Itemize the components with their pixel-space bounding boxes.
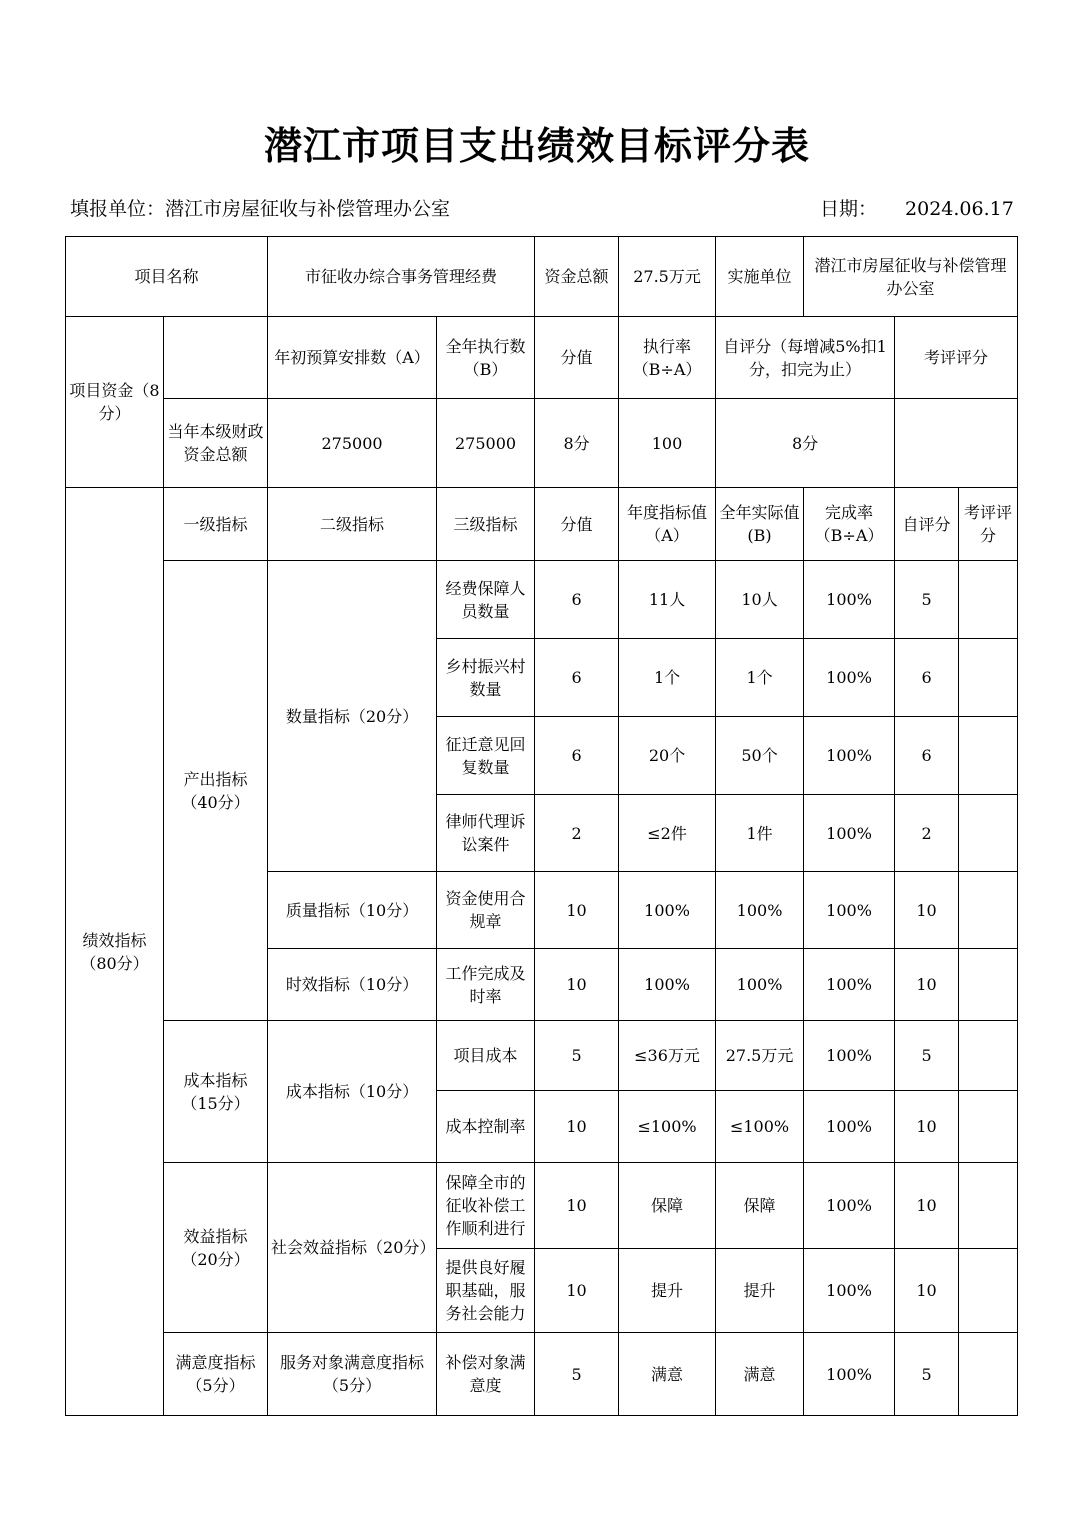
indicator-actual: 100% [716, 949, 804, 1021]
h-score: 分值 [535, 488, 619, 561]
unit-value: 潜江市房屋征收与补偿管理办公室 [804, 237, 1018, 317]
project-name-value: 市征收办综合事务管理经费 [268, 237, 535, 317]
col-budget: 年初预算安排数（A） [268, 317, 437, 399]
indicator-self: 2 [895, 795, 959, 872]
indicator-rate: 100% [804, 872, 895, 949]
indicator-score: 10 [535, 872, 619, 949]
indicator-target: 满意 [619, 1333, 716, 1416]
project-name-label: 项目名称 [66, 237, 268, 317]
indicator-self: 5 [895, 1021, 959, 1091]
h-self: 自评分 [895, 488, 959, 561]
indicator-review [959, 949, 1018, 1021]
indicator-actual: 提升 [716, 1249, 804, 1333]
indicator-name: 律师代理诉讼案件 [437, 795, 535, 872]
indicator-rate: 100% [804, 561, 895, 639]
indicator-score: 6 [535, 639, 619, 717]
indicator-score: 2 [535, 795, 619, 872]
col-self: 自评分（每增减5%扣1分，扣完为止） [716, 317, 895, 399]
indicator-self: 10 [895, 872, 959, 949]
total-label: 资金总额 [535, 237, 619, 317]
indicator-name: 工作完成及时率 [437, 949, 535, 1021]
indicator-rate: 100% [804, 717, 895, 795]
date-label: 日期： [820, 198, 878, 220]
perf-header-row [66, 488, 1018, 561]
indicator-actual: 27.5万元 [716, 1021, 804, 1091]
indicator-name: 项目成本 [437, 1021, 535, 1091]
project-row [66, 237, 1018, 317]
h-rate: 完成率（B÷A） [804, 488, 895, 561]
indicator-name: 乡村振兴村数量 [437, 639, 535, 717]
indicator-name: 资金使用合规章 [437, 872, 535, 949]
h-level1: 一级指标 [164, 488, 268, 561]
h-target: 年度指标值（A） [619, 488, 716, 561]
table-row [66, 1333, 1018, 1416]
table-row [66, 561, 1018, 639]
funds-section-label: 项目资金（8分） [66, 317, 164, 488]
indicator-actual: 1个 [716, 639, 804, 717]
table-row [66, 1163, 1018, 1249]
indicator-actual: 保障 [716, 1163, 804, 1249]
funds-score: 8分 [535, 399, 619, 488]
indicator-name: 保障全市的征收补偿工作顺利进行 [437, 1163, 535, 1249]
funds-header-row [66, 317, 1018, 399]
col-review: 考评评分 [895, 317, 1018, 399]
indicator-review [959, 795, 1018, 872]
indicator-self: 5 [895, 561, 959, 639]
indicator-self: 6 [895, 639, 959, 717]
indicator-target: ≤36万元 [619, 1021, 716, 1091]
indicator-actual: 100% [716, 872, 804, 949]
group-satisfaction: 满意度指标（5分） [164, 1333, 268, 1416]
indicator-review [959, 1249, 1018, 1333]
total-value: 27.5万元 [619, 237, 716, 317]
subgroup-timeliness: 时效指标（10分） [268, 949, 437, 1021]
score-table [65, 236, 1018, 1416]
group-output: 产出指标（40分） [164, 561, 268, 1021]
indicator-review [959, 1091, 1018, 1163]
indicator-name: 成本控制率 [437, 1091, 535, 1163]
indicator-target: 保障 [619, 1163, 716, 1249]
funds-review [895, 399, 1018, 488]
indicator-target: ≤100% [619, 1091, 716, 1163]
indicator-score: 6 [535, 717, 619, 795]
indicator-self: 5 [895, 1333, 959, 1416]
indicator-self: 6 [895, 717, 959, 795]
indicator-score: 5 [535, 1021, 619, 1091]
indicator-self: 10 [895, 949, 959, 1021]
indicator-self: 10 [895, 1163, 959, 1249]
subgroup-quality: 质量指标（10分） [268, 872, 437, 949]
indicator-rate: 100% [804, 949, 895, 1021]
funds-data-row [66, 399, 1018, 488]
indicator-score: 10 [535, 949, 619, 1021]
funds-budget: 275000 [268, 399, 437, 488]
funds-self: 8分 [716, 399, 895, 488]
h-level3: 三级指标 [437, 488, 535, 561]
indicator-review [959, 717, 1018, 795]
indicator-rate: 100% [804, 1091, 895, 1163]
indicator-actual: 10人 [716, 561, 804, 639]
indicator-target: ≤2件 [619, 795, 716, 872]
indicator-rate: 100% [804, 1163, 895, 1249]
indicator-review [959, 561, 1018, 639]
indicator-target: 100% [619, 872, 716, 949]
h-actual: 全年实际值(B) [716, 488, 804, 561]
funds-rate: 100 [619, 399, 716, 488]
indicator-target: 20个 [619, 717, 716, 795]
indicator-self: 10 [895, 1091, 959, 1163]
funds-row-label: 当年本级财政资金总额 [164, 399, 268, 488]
funds-blank-cell [164, 317, 268, 399]
subgroup-service: 服务对象满意度指标（5分） [268, 1333, 437, 1416]
fill-unit: 填报单位：潜江市房屋征收与补偿管理办公室 [70, 198, 451, 220]
indicator-actual: ≤100% [716, 1091, 804, 1163]
indicator-score: 6 [535, 561, 619, 639]
col-score: 分值 [535, 317, 619, 399]
indicator-rate: 100% [804, 639, 895, 717]
indicator-target: 11人 [619, 561, 716, 639]
indicator-actual: 满意 [716, 1333, 804, 1416]
subgroup-quantity: 数量指标（20分） [268, 561, 437, 872]
indicator-rate: 100% [804, 1021, 895, 1091]
subgroup-social: 社会效益指标（20分） [268, 1163, 437, 1333]
unit-label: 实施单位 [716, 237, 804, 317]
indicator-name: 征迁意见回复数量 [437, 717, 535, 795]
indicator-self: 10 [895, 1249, 959, 1333]
indicator-actual: 50个 [716, 717, 804, 795]
col-rate: 执行率（B÷A） [619, 317, 716, 399]
indicator-review [959, 1163, 1018, 1249]
indicator-name: 经费保障人员数量 [437, 561, 535, 639]
group-cost: 成本指标（15分） [164, 1021, 268, 1163]
indicator-score: 10 [535, 1163, 619, 1249]
indicator-score: 5 [535, 1333, 619, 1416]
funds-exec: 275000 [437, 399, 535, 488]
indicator-review [959, 1021, 1018, 1091]
h-review: 考评评分 [959, 488, 1018, 561]
indicator-score: 10 [535, 1249, 619, 1333]
perf-section-label: 绩效指标（80分） [66, 488, 164, 1416]
indicator-rate: 100% [804, 1333, 895, 1416]
col-exec: 全年执行数（B） [437, 317, 535, 399]
indicator-rate: 100% [804, 795, 895, 872]
indicator-review [959, 1333, 1018, 1416]
indicator-review [959, 872, 1018, 949]
indicator-score: 10 [535, 1091, 619, 1163]
indicator-name: 提供良好履职基础，服务社会能力 [437, 1249, 535, 1333]
indicator-rate: 100% [804, 1249, 895, 1333]
indicator-target: 提升 [619, 1249, 716, 1333]
indicator-target: 1个 [619, 639, 716, 717]
date-value: 2024.06.17 [905, 198, 1014, 220]
indicator-actual: 1件 [716, 795, 804, 872]
fill-date [820, 194, 1014, 221]
h-level2: 二级指标 [268, 488, 437, 561]
page-title: 潜江市项目支出绩效目标评分表 [263, 123, 810, 168]
table-row [66, 1021, 1018, 1091]
indicator-name: 补偿对象满意度 [437, 1333, 535, 1416]
group-benefit: 效益指标（20分） [164, 1163, 268, 1333]
indicator-target: 100% [619, 949, 716, 1021]
subgroup-cost: 成本指标（10分） [268, 1021, 437, 1163]
indicator-review [959, 639, 1018, 717]
